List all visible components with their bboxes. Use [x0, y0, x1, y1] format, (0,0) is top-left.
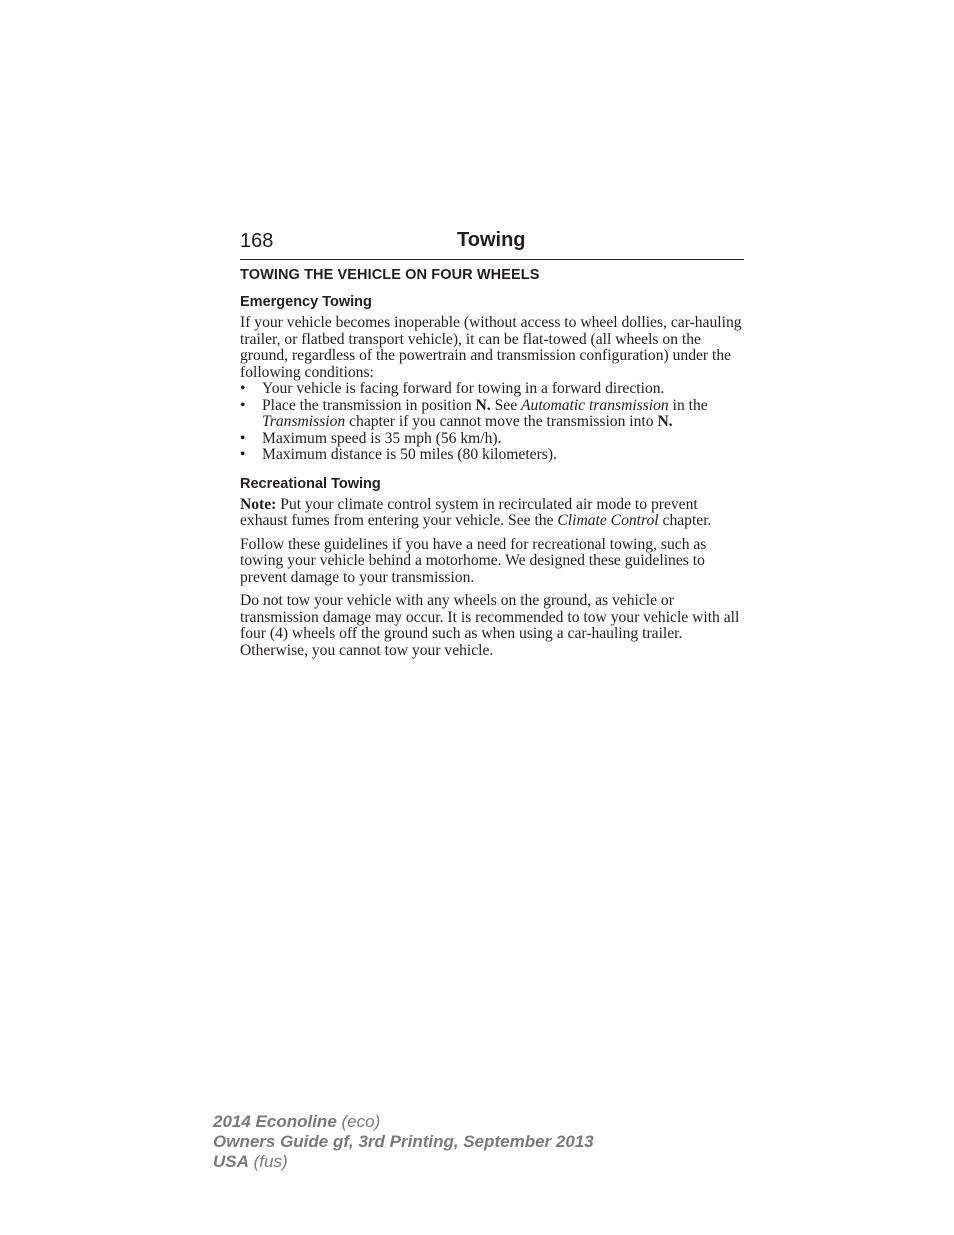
- bullet-icon: •: [240, 396, 246, 414]
- bullet-icon: •: [240, 380, 246, 397]
- list-item-text: Maximum speed is 35 mph (56 km/h).: [262, 429, 502, 447]
- neutral-position: N.: [657, 413, 673, 430]
- guidelines-paragraph: Follow these guidelines if you have a need for recreational towing, such as towing your vehicle behind a motorhome. We designed these guidelines to prevent damage to your transmission.: [240, 535, 707, 586]
- list-item: [240, 381, 744, 398]
- bullet-icon: •: [240, 429, 246, 447]
- page-content: [240, 267, 744, 659]
- warning-paragraph: Do not tow your vehicle with any wheels on the ground, as vehicle or transmission damage may occur. It is recommended to tow your vehicle with all four (4) wheels off the ground such as when using a car-hauling trailer. Otherwise, you cannot tow your vehicle.: [240, 592, 740, 659]
- recreational-towing-heading: Recreational Towing: [240, 475, 381, 492]
- emergency-towing-heading: Emergency Towing: [240, 294, 372, 310]
- climate-control-reference: Climate Control: [557, 512, 659, 529]
- page-number: 168: [240, 230, 274, 252]
- page-footer: [213, 1112, 594, 1172]
- note-label: Note:: [240, 495, 277, 513]
- emergency-intro-paragraph: If your vehicle becomes inoperable (without access to wheel dollies, car-hauling trailer, or flatbed transport vehicle), it can be flat-towed (all wheels on the ground, regardless of the powertrain and transmission configuration) under the following conditions:: [240, 314, 742, 381]
- transmission-chapter-reference: Transmission: [262, 413, 346, 430]
- footer-printing-line: Owners Guide gf, 3rd Printing, September 2013: [213, 1132, 594, 1151]
- neutral-position: N.: [475, 396, 491, 414]
- list-item: [240, 431, 744, 448]
- list-item-text: Place the transmission in position N. See Automatic transmission in the Transmission chapter if you cannot move the transmission into N.: [262, 396, 708, 430]
- section-title: TOWING THE VEHICLE ON FOUR WHEELS: [240, 267, 540, 283]
- list-item-text: Maximum distance is 50 miles (80 kilometers).: [262, 446, 557, 463]
- note-paragraph: Note: Put your climate control system in recirculated air mode to prevent exhaust fumes from entering your vehicle. See the Climate Control chapter.: [240, 495, 712, 529]
- list-item: [240, 398, 744, 431]
- bullet-icon: •: [240, 446, 246, 463]
- conditions-list: [240, 381, 744, 464]
- footer-region-line: USA (fus): [213, 1152, 288, 1171]
- list-item-text: Your vehicle is facing forward for towing in a forward direction.: [262, 380, 665, 397]
- automatic-transmission-reference: Automatic transmission: [521, 396, 669, 414]
- chapter-title: Towing: [457, 229, 526, 251]
- footer-model-line: 2014 Econoline (eco): [213, 1112, 381, 1131]
- list-item: [240, 447, 744, 464]
- page-header: [240, 228, 744, 260]
